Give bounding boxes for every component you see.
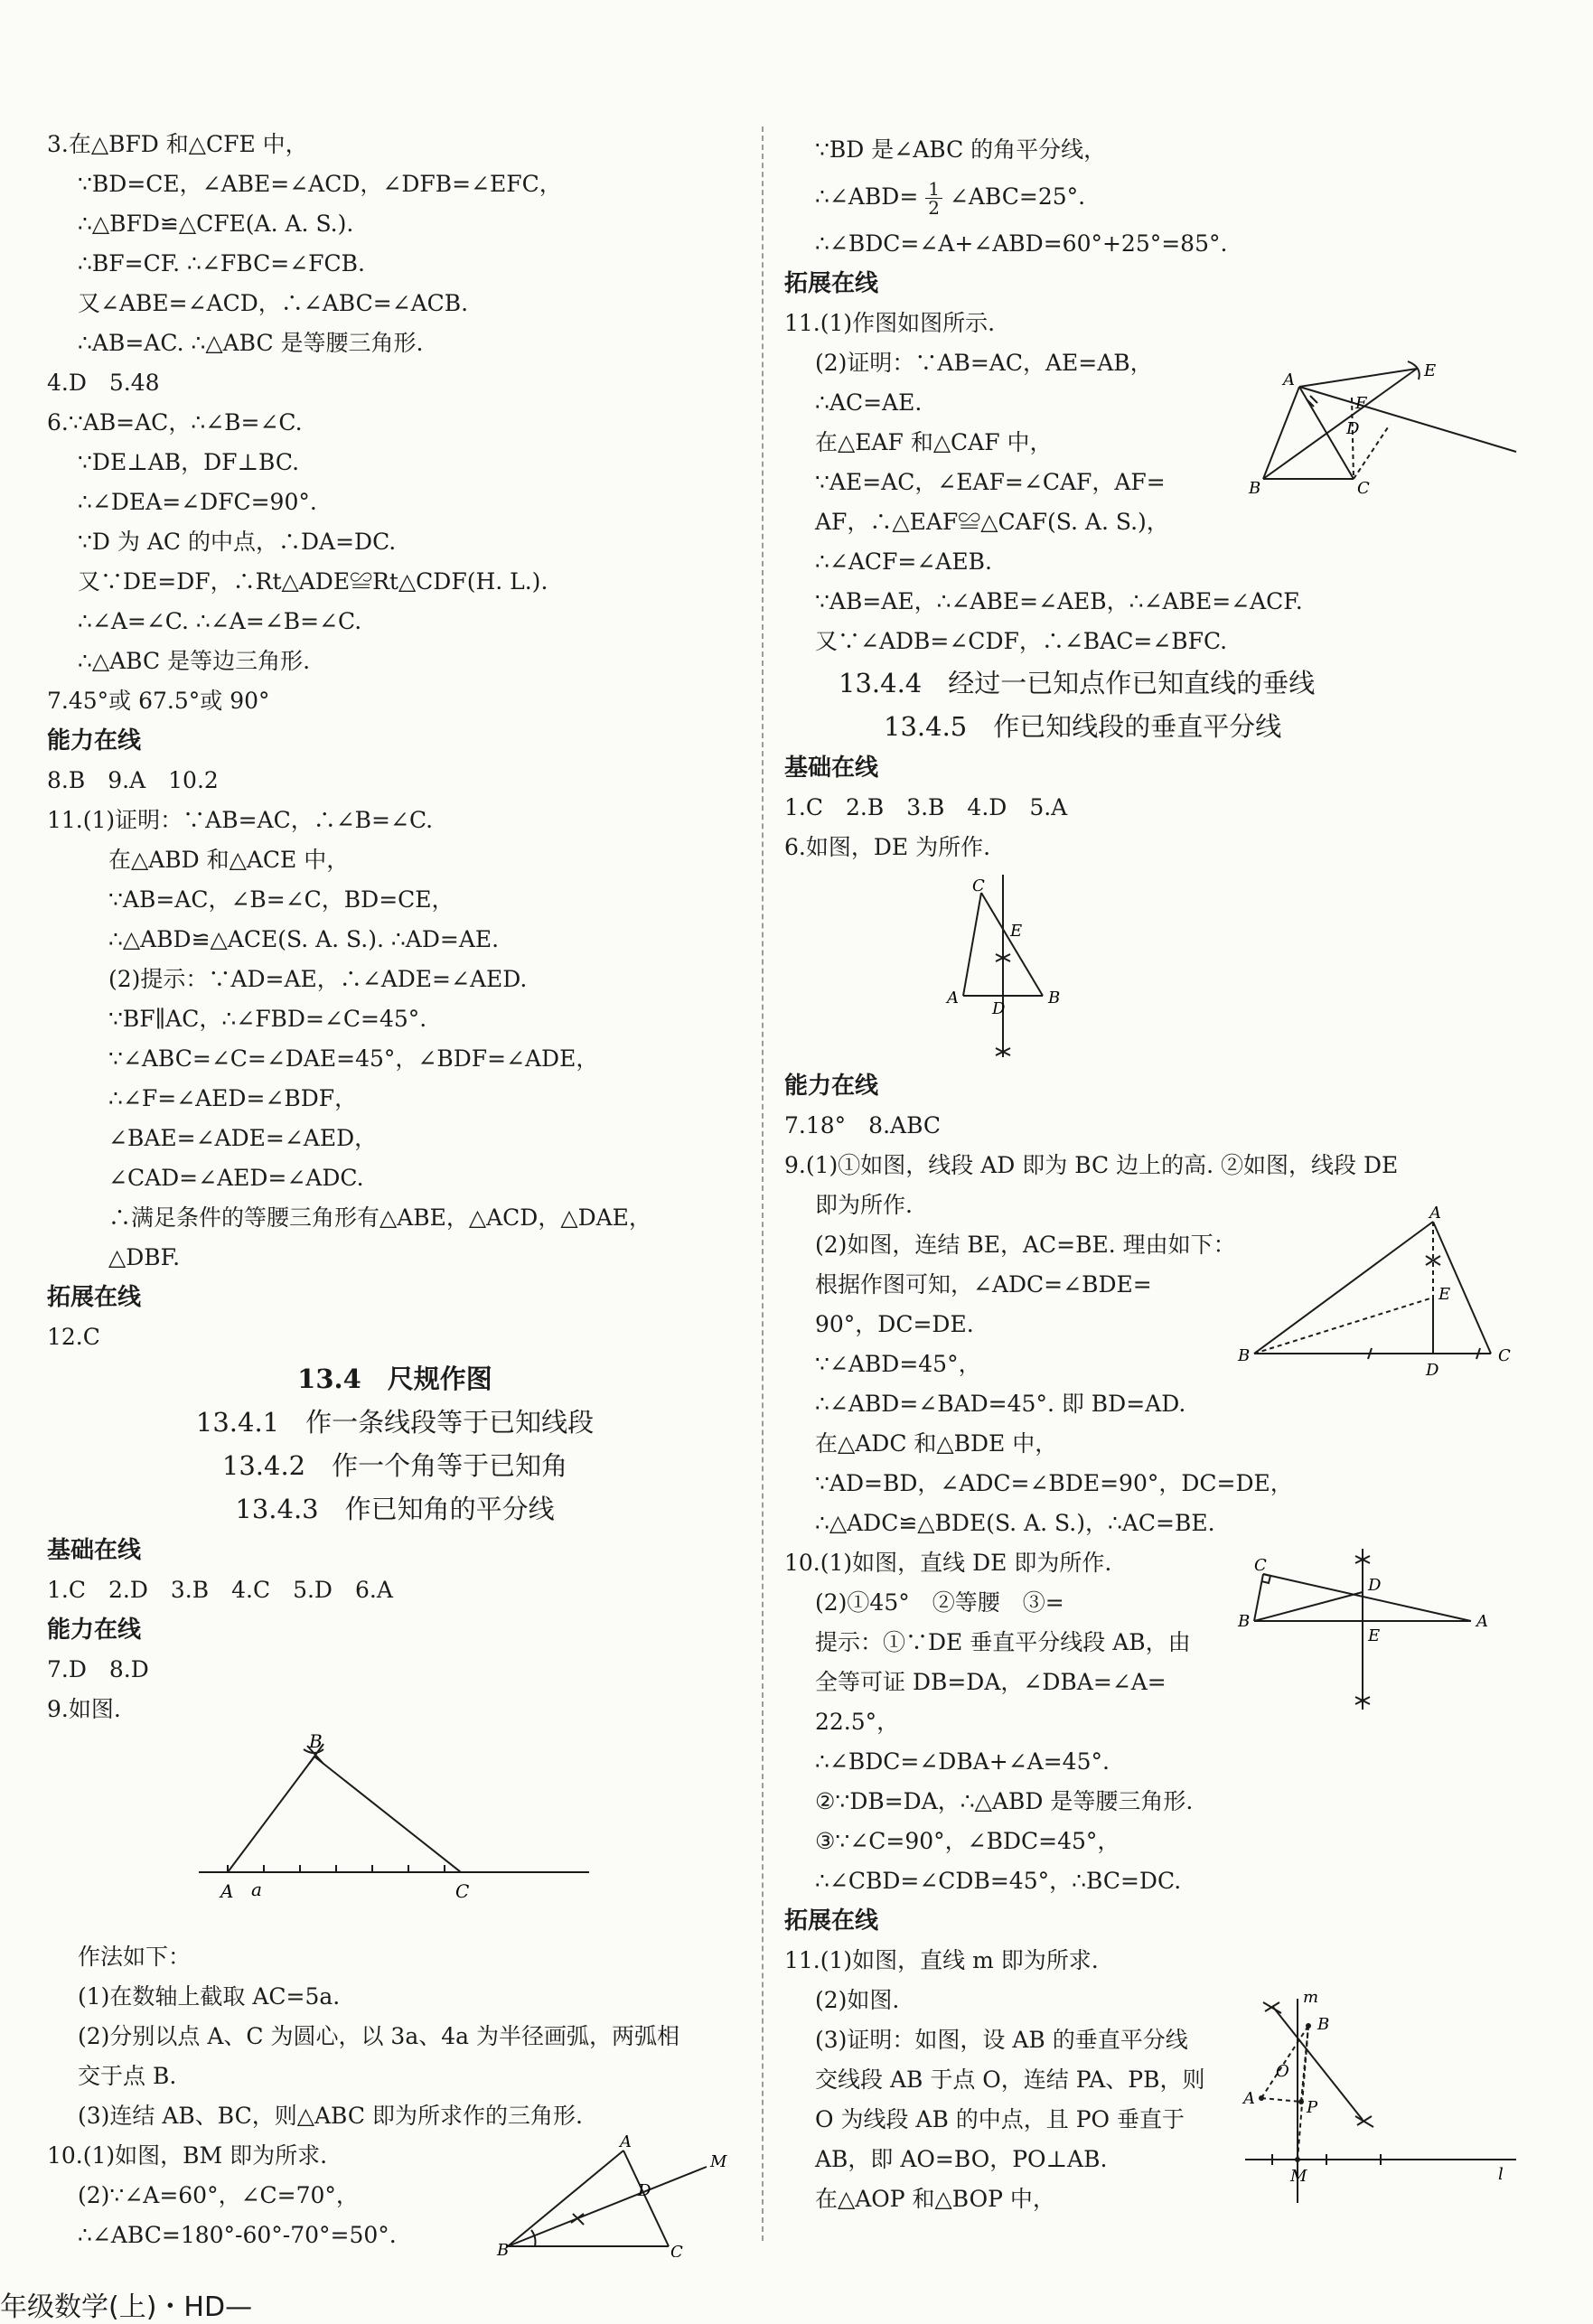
answer-line: 7.45°或 67.5°或 90° xyxy=(47,688,270,714)
answer-line: 在△AOP 和△BOP 中， xyxy=(815,2186,1055,2212)
point-label: C xyxy=(670,2243,683,2257)
answer-line: (2)分别以点 A、C 为圆心，以 3a、4a 为半径画弧，两弧相 xyxy=(78,2023,680,2049)
answer-line: ∴BF=CF. ∴∠FBC=∠FCB. xyxy=(78,250,365,276)
fraction-denominator: 2 xyxy=(928,197,940,219)
answer-line: 在△ABD 和△ACE 中， xyxy=(108,847,350,873)
text-segment: ∠ABC=25°. xyxy=(949,183,1086,210)
point-label: B xyxy=(1249,479,1261,498)
answer-line: 交于点 B. xyxy=(78,2063,177,2089)
answer-line: ∠BAE=∠ADE=∠AED， xyxy=(108,1125,378,1151)
figure-shortest-path xyxy=(1236,1990,1534,2207)
section-heading-basic: 基础在线 xyxy=(784,754,879,782)
answer-line: ∴AB=AC. ∴△ABC 是等腰三角形. xyxy=(78,330,424,356)
point-label: A xyxy=(620,2132,632,2151)
answer-line: 作法如下： xyxy=(78,1944,192,1970)
point-label: D xyxy=(1346,419,1360,438)
answer-line: 1.C 2.D 3.B 4.C 5.D 6.A xyxy=(47,1577,393,1603)
answer-line: 在△EAF 和△CAF 中， xyxy=(815,429,1053,455)
figure-right-triangle xyxy=(1236,1543,1534,1715)
section-heading-ability: 能力在线 xyxy=(784,1073,879,1100)
answer-line: ∴△ADC≌△BDE(S. A. S.)，∴AC=BE. xyxy=(815,1510,1215,1536)
answer-line: 1.C 2.B 3.B 4.D 5.A xyxy=(784,794,1068,820)
answer-line: ∵BD 是∠ABC 的角平分线， xyxy=(815,136,1107,163)
section-heading-extension: 拓展在线 xyxy=(47,1284,142,1311)
answer-line: 22.5°， xyxy=(815,1709,900,1735)
answer-line: ∠CAD=∠AED=∠ADC. xyxy=(108,1165,364,1191)
point-label: E xyxy=(1438,1285,1451,1304)
point-label: D xyxy=(638,2181,651,2200)
answer-line: (2)∵∠A=60°，∠C=70°， xyxy=(78,2182,359,2208)
subsection-heading: 13.4.1 作一条线段等于已知线段 xyxy=(195,1407,595,1438)
answer-line: 根据作图可知，∠ADC=∠BDE= xyxy=(815,1271,1152,1298)
answer-line: ∵AB=AC，∠B=∠C，BD=CE， xyxy=(108,886,454,913)
answer-line: 10.(1)如图，直线 DE 即为所作. xyxy=(784,1550,1112,1576)
answer-line: (2)如图. xyxy=(815,1987,900,2013)
subsection-heading: 13.4.4 经过一已知点作已知直线的垂线 xyxy=(839,668,1316,698)
answer-line: 12.C xyxy=(47,1324,100,1350)
figure-altitude xyxy=(1236,1205,1534,1386)
answer-line: ∵∠ABC=∠C=∠DAE=45°，∠BDF=∠ADE， xyxy=(108,1045,599,1072)
answer-line: 在△ADC 和△BDE 中， xyxy=(815,1430,1058,1457)
question-11-extension-block xyxy=(784,1941,1548,2219)
point-marker xyxy=(1298,2099,1304,2104)
section-heading-ability: 能力在线 xyxy=(47,727,142,754)
answer-line: (3)连结 AB、BC，则△ABC 即为所求作的三角形. xyxy=(78,2103,583,2129)
point-label: C xyxy=(972,876,985,895)
answer-line: 6.如图，DE 为所作. xyxy=(784,834,991,860)
answer-line: ∴△ABD≌△ACE(S. A. S.). ∴AD=AE. xyxy=(108,926,500,952)
answer-line: 6.∵AB=AC，∴∠B=∠C. xyxy=(47,409,303,436)
answer-line: (2)证明：∵AB=AC，AE=AB， xyxy=(815,350,1153,376)
answer-line: ∴∠BDC=∠A+∠ABD=60°+25°=85°. xyxy=(815,230,1228,257)
answer-line: 9.(1)①如图，线段 AD 即为 BC 边上的高. ②如图，线段 DE xyxy=(784,1152,1399,1178)
section-heading-extension: 拓展在线 xyxy=(784,270,879,297)
answer-line: ∴满足条件的等腰三角形有△ABE，△ACD，△DAE， xyxy=(108,1204,651,1231)
answer-line: 又∠ABE=∠ACD，∴∠ABC=∠ACB. xyxy=(78,290,469,316)
answer-line: ∴∠ABC=180°-60°-70°=50°. xyxy=(78,2222,397,2248)
answer-line: 交线段 AB 于点 O，连结 PA、PB，则 xyxy=(815,2066,1205,2093)
question-11-block xyxy=(784,304,1548,661)
point-label: C xyxy=(1498,1346,1511,1365)
answer-line: ③∵∠C=90°，∠BDC=45°， xyxy=(815,1828,1120,1854)
chapter-heading: 13.4 尺规作图 xyxy=(297,1363,492,1394)
section-heading-ability: 能力在线 xyxy=(47,1616,142,1644)
answer-line: ∴∠CBD=∠CDB=45°，∴BC=DC. xyxy=(815,1868,1182,1894)
fraction-numerator: 1 xyxy=(925,180,942,199)
point-label: B xyxy=(1317,2015,1330,2034)
answer-line: ∵DE⊥AB，DF⊥BC. xyxy=(78,449,300,475)
answer-line: ∵AB=AE，∴∠ABE=∠AEB，∴∠ABE=∠ACF. xyxy=(815,588,1303,614)
point-marker xyxy=(1295,2157,1300,2162)
point-label: M xyxy=(1290,2167,1307,2186)
question-10-block-right xyxy=(784,1543,1548,1901)
answer-line: (2)提示：∵AD=AE，∴∠ADE=∠AED. xyxy=(108,966,528,992)
point-label: F xyxy=(1355,394,1367,413)
section-heading-extension: 拓展在线 xyxy=(784,1907,879,1935)
point-label: B xyxy=(1048,989,1061,1007)
point-label: C xyxy=(455,1880,470,1902)
answer-line: 4.D 5.48 xyxy=(47,370,160,396)
answer-line: ∵∠ABD=45°， xyxy=(815,1351,981,1377)
answer-line: (2)①45° ②等腰 ③= xyxy=(815,1589,1064,1616)
point-label: P xyxy=(1307,2098,1318,2117)
point-label: D xyxy=(1426,1361,1439,1380)
page-footer: 年级数学(上)・HD— xyxy=(0,2291,253,2323)
point-label: C xyxy=(1254,1556,1267,1575)
answer-line: ∴AC=AE. xyxy=(815,389,923,416)
answer-line: (1)在数轴上截取 AC=5a. xyxy=(78,1983,341,2010)
point-label: B xyxy=(497,2241,510,2257)
point-label: B xyxy=(309,1730,323,1752)
answer-line: ∴△BFD≌△CFE(A. A. S.). xyxy=(78,211,354,237)
answer-line: ∴∠BDC=∠DBA+∠A=45°. xyxy=(815,1748,1110,1775)
answer-line: 11.(1)作图如图所示. xyxy=(784,310,996,336)
answer-line: ∴∠ACF=∠AEB. xyxy=(815,548,992,575)
question-10-block xyxy=(47,2132,743,2257)
answer-line: △DBF. xyxy=(108,1244,181,1270)
answer-line: AB，即 AO=BO，PO⊥AB. xyxy=(815,2146,1108,2172)
point-label: E xyxy=(1368,1626,1381,1645)
answer-line: ∵AD=BD，∠ADC=∠BDE=90°，DC=DE， xyxy=(815,1470,1293,1496)
point-label: M xyxy=(710,2152,727,2171)
answer-line: 90°，DC=DE. xyxy=(815,1311,974,1337)
answer-line: 又∵DE=DF，∴Rt△ADE≌Rt△CDF(H. L.). xyxy=(78,568,548,595)
question-9-block xyxy=(784,1185,1548,1543)
subsection-heading: 13.4.2 作一个角等于已知角 xyxy=(221,1450,568,1481)
subsection-heading: 13.4.3 作已知角的平分线 xyxy=(235,1494,555,1524)
answer-line: ∵AE=AC，∠EAF=∠CAF，AF= xyxy=(815,469,1166,495)
answer-line: 10.(1)如图，BM 即为所求. xyxy=(47,2142,328,2169)
text-segment: ∴∠ABD= xyxy=(815,183,919,210)
point-label: E xyxy=(1424,361,1437,380)
point-label: D xyxy=(992,999,1006,1018)
answer-line: 提示：①∵DE 垂直平分线段 AB，由 xyxy=(815,1629,1191,1655)
answer-line: AF，∴△EAF≌△CAF(S. A. S.)， xyxy=(815,509,1169,535)
answer-line: (3)证明：如图，设 AB 的垂直平分线 xyxy=(815,2027,1188,2053)
answer-line: ∵D 为 AC 的中点，∴DA=DC. xyxy=(78,529,397,555)
answer-line: 3.在△BFD 和△CFE 中， xyxy=(47,131,308,157)
figure-perpendicular-bisector xyxy=(784,867,1548,1066)
figure-congruent-triangles xyxy=(1245,343,1534,506)
point-label: O xyxy=(1276,2062,1289,2081)
point-label: B xyxy=(1238,1346,1251,1365)
answer-line: ∵BF∥AC，∴∠FBD=∠C=45°. xyxy=(108,1006,427,1032)
answer-line: 又∵∠ADB=∠CDF，∴∠BAC=∠BFC. xyxy=(815,628,1228,654)
answer-line: 11.(1)证明：∵AB=AC，∴∠B=∠C. xyxy=(47,807,434,833)
point-label: A xyxy=(947,989,959,1007)
point-marker xyxy=(1259,2095,1264,2101)
column-divider xyxy=(762,127,764,2241)
point-label: A xyxy=(220,1880,234,1902)
answer-line: ∴∠ABD=∠BAD=45°. 即 BD=AD. xyxy=(815,1391,1186,1417)
answer-line: 7.18° 8.ABC xyxy=(784,1112,942,1139)
figure-number-line-triangle xyxy=(47,1729,743,1937)
point-label: l xyxy=(1498,2165,1504,2184)
subsection-heading: 13.4.5 作已知线段的垂直平分线 xyxy=(884,711,1282,742)
point-label: E xyxy=(1010,922,1023,941)
answer-line: 11.(1)如图，直线 m 即为所求. xyxy=(784,1947,1099,1973)
section-heading-basic: 基础在线 xyxy=(47,1537,142,1564)
figure-angle-bisector xyxy=(490,2131,743,2257)
answer-line: 9.如图. xyxy=(47,1696,121,1722)
answer-line: ∴∠A=∠C. ∴∠A=∠B=∠C. xyxy=(78,608,362,634)
answer-line-fraction xyxy=(784,170,1548,224)
point-marker xyxy=(1306,2023,1311,2029)
left-column xyxy=(47,125,743,2255)
right-column xyxy=(784,130,1548,2219)
point-label: B xyxy=(1238,1612,1251,1631)
answer-line: ∵BD=CE，∠ABE=∠ACD，∠DFB=∠EFC， xyxy=(78,171,562,197)
answer-line: ∴∠DEA=∠DFC=90°. xyxy=(78,489,317,515)
point-label: D xyxy=(1368,1576,1382,1595)
answer-line: ②∵DB=DA，∴△ABD 是等腰三角形. xyxy=(815,1788,1194,1814)
answer-line: 7.D 8.D xyxy=(47,1656,149,1682)
answer-line: ∴∠F=∠AED=∠BDF， xyxy=(108,1085,358,1111)
answer-line: 全等可证 DB=DA，∠DBA=∠A= xyxy=(815,1669,1167,1695)
answer-line: 8.B 9.A 10.2 xyxy=(47,767,219,793)
point-label: C xyxy=(1357,479,1370,498)
answer-line: ∴△ABC 是等边三角形. xyxy=(78,648,311,674)
point-label: A xyxy=(1243,2089,1255,2108)
answer-line: 即为所作. xyxy=(815,1192,913,1218)
point-label: A xyxy=(1283,370,1295,389)
answer-line: O 为线段 AB 的中点，且 PO 垂直于 xyxy=(815,2106,1185,2132)
point-label: A xyxy=(1476,1612,1488,1631)
point-label: a xyxy=(251,1879,262,1900)
fraction-half xyxy=(925,180,942,217)
point-label: m xyxy=(1303,1990,1319,2007)
answer-line: (2)如图，连结 BE，AC=BE. 理由如下： xyxy=(815,1232,1236,1258)
point-label: A xyxy=(1429,1205,1441,1223)
